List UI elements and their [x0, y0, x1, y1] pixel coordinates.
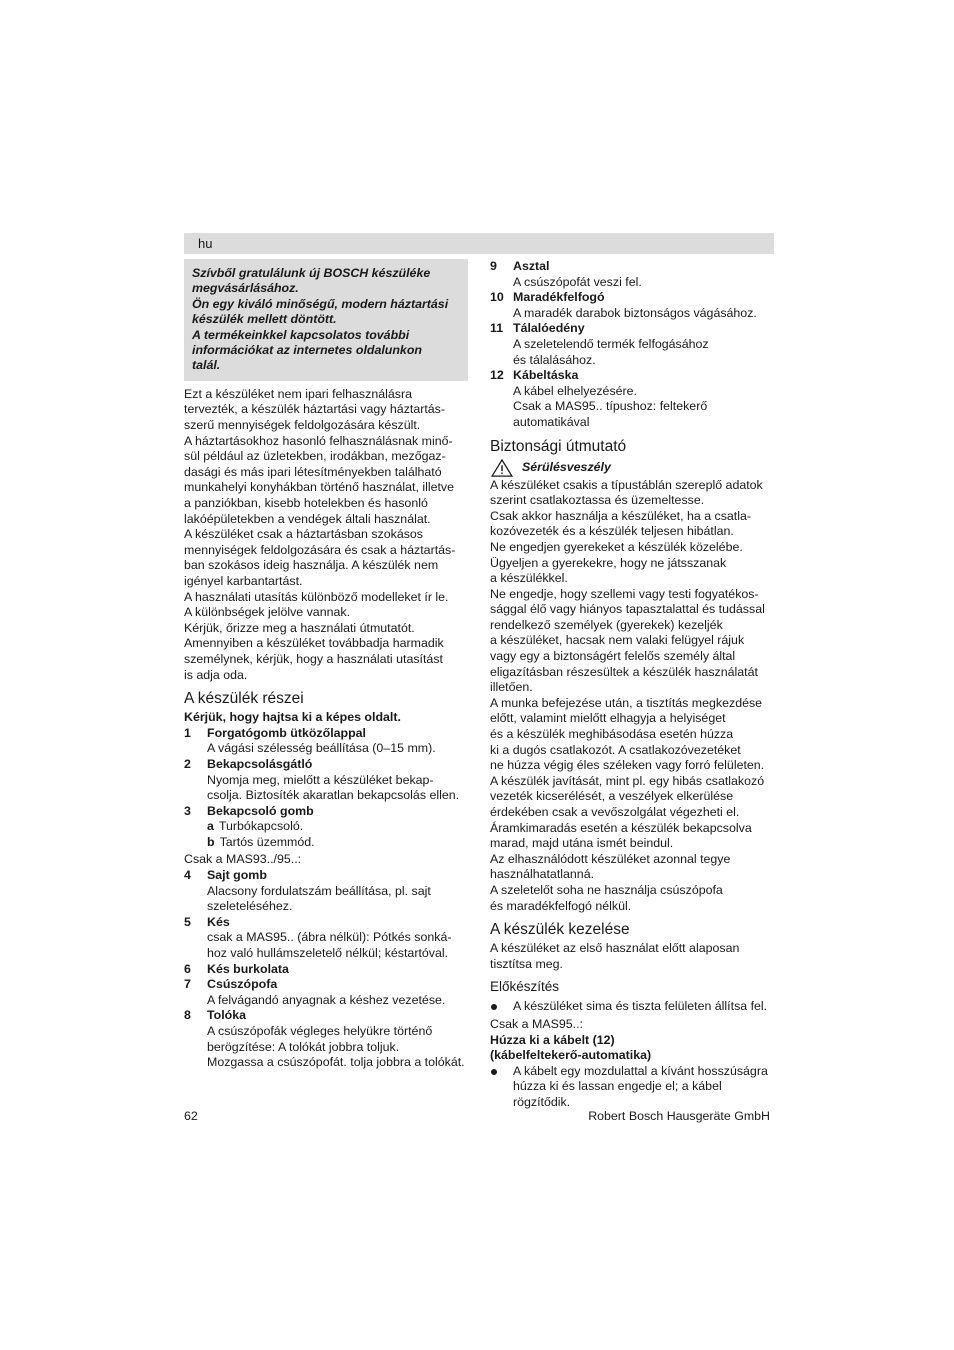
- item-text: Csak a MAS95.. típushoz: feltekerő: [513, 399, 708, 414]
- safety-heading: Biztonsági útmutató: [490, 437, 627, 455]
- item-number: 1: [184, 725, 191, 740]
- item-title: Asztal: [513, 259, 550, 273]
- text-line: és maradékfelfogó nélkül.: [490, 898, 632, 913]
- text-line: vezeték kicserélését, a veszélyek elkerülése: [490, 789, 734, 804]
- intro-line: Szívből gratulálunk új BOSCH készüléke: [192, 266, 431, 280]
- item-title: Kés burkolata: [207, 961, 289, 976]
- text-line: A különbségek jelölve vannak.: [184, 605, 351, 620]
- text-line: sággal élő vagy hiányos tapasztalattal és tudással: [490, 602, 765, 617]
- model-note: Csak a MAS93../95..:: [184, 852, 302, 867]
- text-line: A munka befejezése után, a tisztítás megkezdése: [490, 695, 763, 710]
- intro-line: Ön egy kiváló minőségű, modern háztartási: [192, 296, 449, 311]
- text-line: sül például az üzletekben, irodákban, mezőgaz-: [184, 449, 446, 464]
- part-sub-a: [184, 819, 468, 835]
- item-number: 8: [184, 1008, 191, 1023]
- operation-heading: A készülék kezelése: [490, 921, 630, 939]
- text-line: a készüléket, hacsak nem valaki felügyel rájuk: [490, 633, 745, 648]
- item-text: csak a MAS95.. (ábra nélkül): Pótkés sonká-: [207, 930, 452, 945]
- item-title: Csúszópofa: [207, 977, 278, 992]
- item-text: A vágási szélesség beállítása (0–15 mm).: [207, 741, 436, 756]
- intro-box: [184, 259, 468, 381]
- text-line: és a készülék meghibásodása esetén húzza: [490, 727, 734, 742]
- text-line: A használati utasítás különböző modelleket ír le.: [184, 589, 449, 604]
- part-sub-b: [184, 835, 468, 851]
- item-number: 11: [490, 321, 504, 336]
- text-line: munkahelyi konyhákban történő használat, illetve: [184, 480, 455, 495]
- sub-text: Tartós üzemmód.: [219, 834, 315, 849]
- text-line: ban szokásos ideig használja. A készülék nem: [184, 558, 439, 573]
- text-line: Ügyeljen a gyerekekre, hogy ne játsszanak: [490, 555, 727, 570]
- warning-label: Sérülésveszély: [522, 459, 611, 474]
- cable-heading: Húzza ki a kábelt (12): [490, 1032, 615, 1047]
- intro-line: talál.: [192, 358, 221, 373]
- item-text: hoz való hullámszeletelő nélkül; késtartóval.: [207, 946, 449, 961]
- bullet-text: húzza ki és lassan engedje el; a kábel rögzítődik.: [513, 1079, 722, 1109]
- intro-line: A termékeinkkel kapcsolatos további: [192, 327, 410, 342]
- item-number: 2: [184, 756, 191, 771]
- item-number: 12: [490, 368, 504, 383]
- item-text: Mozgassa a csúszópofát. tolja jobbra a tolókát.: [207, 1055, 465, 1070]
- text-line: igényel karbantartást.: [184, 573, 303, 588]
- item-text: szeleteléséhez.: [207, 899, 293, 914]
- text-line: a panziókban, kisebb hotelekben és hasonló: [184, 496, 428, 510]
- text-line: érdekében csak a vevőszolgálat végezheti el.: [490, 805, 740, 819]
- item-title: Tolóka: [207, 1008, 247, 1023]
- item-text: csolja. Biztosíték akaratlan bekapcsolás ellen.: [207, 788, 460, 803]
- text-line: eligazításban részesültek a készülék használatát: [490, 664, 758, 679]
- part-item-6: [184, 962, 468, 978]
- text-line: A készüléket csak a háztartásban szokásos: [184, 527, 423, 542]
- item-title: Maradékfelfogó: [513, 290, 605, 305]
- text-line: lakóépületekben a vendégek általi használat.: [184, 511, 431, 526]
- text-line: illetően.: [490, 680, 533, 695]
- text-line: Ezt a készüléket nem ipari felhasználásra: [184, 386, 412, 401]
- text-line: szerű mennyiségek feldolgozására készült.: [184, 418, 421, 433]
- text-line: vagy egy a biztonságért felelős személy által: [490, 649, 736, 664]
- bullet-dot: [491, 1004, 497, 1010]
- item-title: Bekapcsolásgátló: [207, 756, 313, 771]
- part-item-3: [184, 804, 468, 820]
- item-number: 4: [184, 868, 191, 883]
- prep-heading: Előkészítés: [490, 979, 560, 995]
- part-item-2: [184, 757, 468, 804]
- warning-line: [490, 459, 774, 477]
- part-item-10: [490, 290, 774, 321]
- text-line: mennyiségek feldolgozására és csak a háztartás-: [184, 542, 456, 557]
- bullet-item: [490, 1064, 774, 1111]
- language-bar: [184, 233, 774, 254]
- item-title: Bekapcsoló gomb: [207, 803, 314, 818]
- part-item-7: [184, 977, 468, 1008]
- parts-subheading: Kérjük, hogy hajtsa ki a képes oldalt.: [184, 710, 401, 725]
- item-text: Nyomja meg, mielőtt a készüléket bekap-: [207, 772, 434, 787]
- page-number: 62: [184, 1109, 198, 1123]
- text-line: ki a dugós csatlakozót. A csatlakozóvezetéket: [490, 742, 741, 757]
- item-number: 9: [490, 259, 497, 273]
- text-line: tisztítsa meg.: [490, 956, 563, 971]
- text-line: is adja oda.: [184, 667, 248, 682]
- text-line: A szeletelőt soha ne használja csúszópofa: [490, 882, 723, 897]
- text-line: Az elhasználódott készüléket azonnal tegye: [490, 851, 731, 866]
- text-line: A háztartásokhoz hasonló felhasználásnak minő-: [184, 433, 453, 448]
- item-text: A felvágandó anyagnak a késhez vezetése.: [207, 992, 446, 1007]
- item-number: 3: [184, 803, 191, 818]
- item-title: Sajt gomb: [207, 868, 267, 883]
- item-text: A csúszópofát veszi fel.: [513, 274, 642, 289]
- item-number: 10: [490, 290, 504, 305]
- item-text: és tálalásához.: [513, 352, 596, 367]
- text-line: előtt, valamint mielőtt elhagyja a helyiséget: [490, 711, 726, 726]
- item-number: 5: [184, 914, 191, 929]
- left-column: [184, 259, 468, 1071]
- item-number: 7: [184, 977, 191, 992]
- part-item-12: [490, 368, 774, 430]
- bullet-item: [490, 999, 774, 1015]
- item-text: automatikával: [513, 414, 590, 429]
- text-line: Ne engedjen gyerekeket a készülék közelébe.: [490, 539, 743, 554]
- item-title: Kés: [207, 914, 230, 929]
- part-item-5: [184, 915, 468, 962]
- bullet-dot: [491, 1069, 497, 1075]
- item-text: Alacsony fordulatszám beállítása, pl. sajt: [207, 883, 431, 898]
- intro-line: megvásárlásához.: [192, 281, 299, 296]
- part-item-4: [184, 868, 468, 915]
- text-line: Áramkimaradás esetén a készülék bekapcsolva: [490, 820, 752, 835]
- text-line: A készüléket csakis a típustáblán szereplő adatok: [490, 477, 763, 492]
- text-line: szerint csatlakoztassa és üzemeltesse.: [490, 493, 705, 508]
- language-code: hu: [198, 236, 213, 251]
- item-number: 6: [184, 961, 191, 976]
- sub-letter: a: [207, 819, 214, 834]
- intro-line: információkat az internetes oldalunkon: [192, 343, 422, 358]
- item-text: A kábel elhelyezésére.: [513, 383, 637, 398]
- text-line: rendelkező személyek (gyerekek) kezeljék: [490, 617, 723, 632]
- text-line: A készülék javítását, mint pl. egy hibás csatlakozó: [490, 773, 765, 788]
- text-line: Csak akkor használja a készüléket, ha a csatla-: [490, 508, 752, 523]
- text-line: tervezték, a készülék háztartási vagy háztartás-: [184, 402, 446, 417]
- bullet-text: A kábelt egy mozdulattal a kívánt hosszúságra: [513, 1063, 768, 1078]
- text-line: ne húzza végig éles széleken vagy forró felületen.: [490, 758, 765, 773]
- item-text: A szeletelendő termék felfogásához: [513, 336, 709, 351]
- text-line: Kérjük, őrizze meg a használati útmutatót.: [184, 620, 415, 635]
- right-column: [490, 259, 774, 1111]
- warning-triangle-icon: [490, 459, 514, 477]
- usage-paragraph: [184, 387, 468, 683]
- company-name: Robert Bosch Hausgeräte GmbH: [588, 1109, 770, 1123]
- part-item-9: [490, 259, 774, 290]
- part-item-8: [184, 1008, 468, 1070]
- cable-subheading: (kábelfeltekerő-automatika): [490, 1048, 652, 1063]
- safety-text: [490, 478, 774, 915]
- model-note: Csak a MAS95..:: [490, 1016, 583, 1031]
- part-item-1: [184, 726, 468, 757]
- text-line: a készülékkel.: [490, 571, 568, 586]
- text-line: Amennyiben a készüléket továbbadja harmadik: [184, 636, 444, 651]
- bullet-text: A készüléket sima és tiszta felületen állítsa fel.: [513, 999, 768, 1014]
- parts-heading: A készülék részei: [184, 690, 304, 708]
- text-line: dasági és más ipari létesítményekben található: [184, 464, 442, 479]
- text-line: személynek, kérjük, hogy a használati utasítást: [184, 651, 443, 666]
- text-line: A készüléket az első használat előtt alaposan: [490, 941, 740, 956]
- text-line: kozóvezeték és a készülék teljesen hibátlan.: [490, 524, 734, 539]
- intro-line: készülék mellett döntött.: [192, 312, 337, 327]
- item-text: A csúszópofák végleges helyükre történő: [207, 1024, 433, 1038]
- text-line: marad, majd utána ismét beindul.: [490, 836, 674, 851]
- text-line: Ne engedje, hogy szellemi vagy testi fogyatékos-: [490, 586, 759, 601]
- sub-letter: b: [207, 834, 215, 849]
- sub-text: Turbókapcsoló.: [218, 819, 304, 834]
- item-text: A maradék darabok biztonságos vágásához.: [513, 305, 757, 320]
- item-text: berögzítése: A tolókát jobbra toljuk.: [207, 1039, 400, 1054]
- text-line: használhatatlanná.: [490, 867, 595, 882]
- item-title: Forgatógomb ütközőlappal: [207, 725, 367, 740]
- part-item-11: [490, 321, 774, 368]
- item-title: Kábeltáska: [513, 368, 579, 383]
- item-title: Tálalóedény: [513, 321, 585, 336]
